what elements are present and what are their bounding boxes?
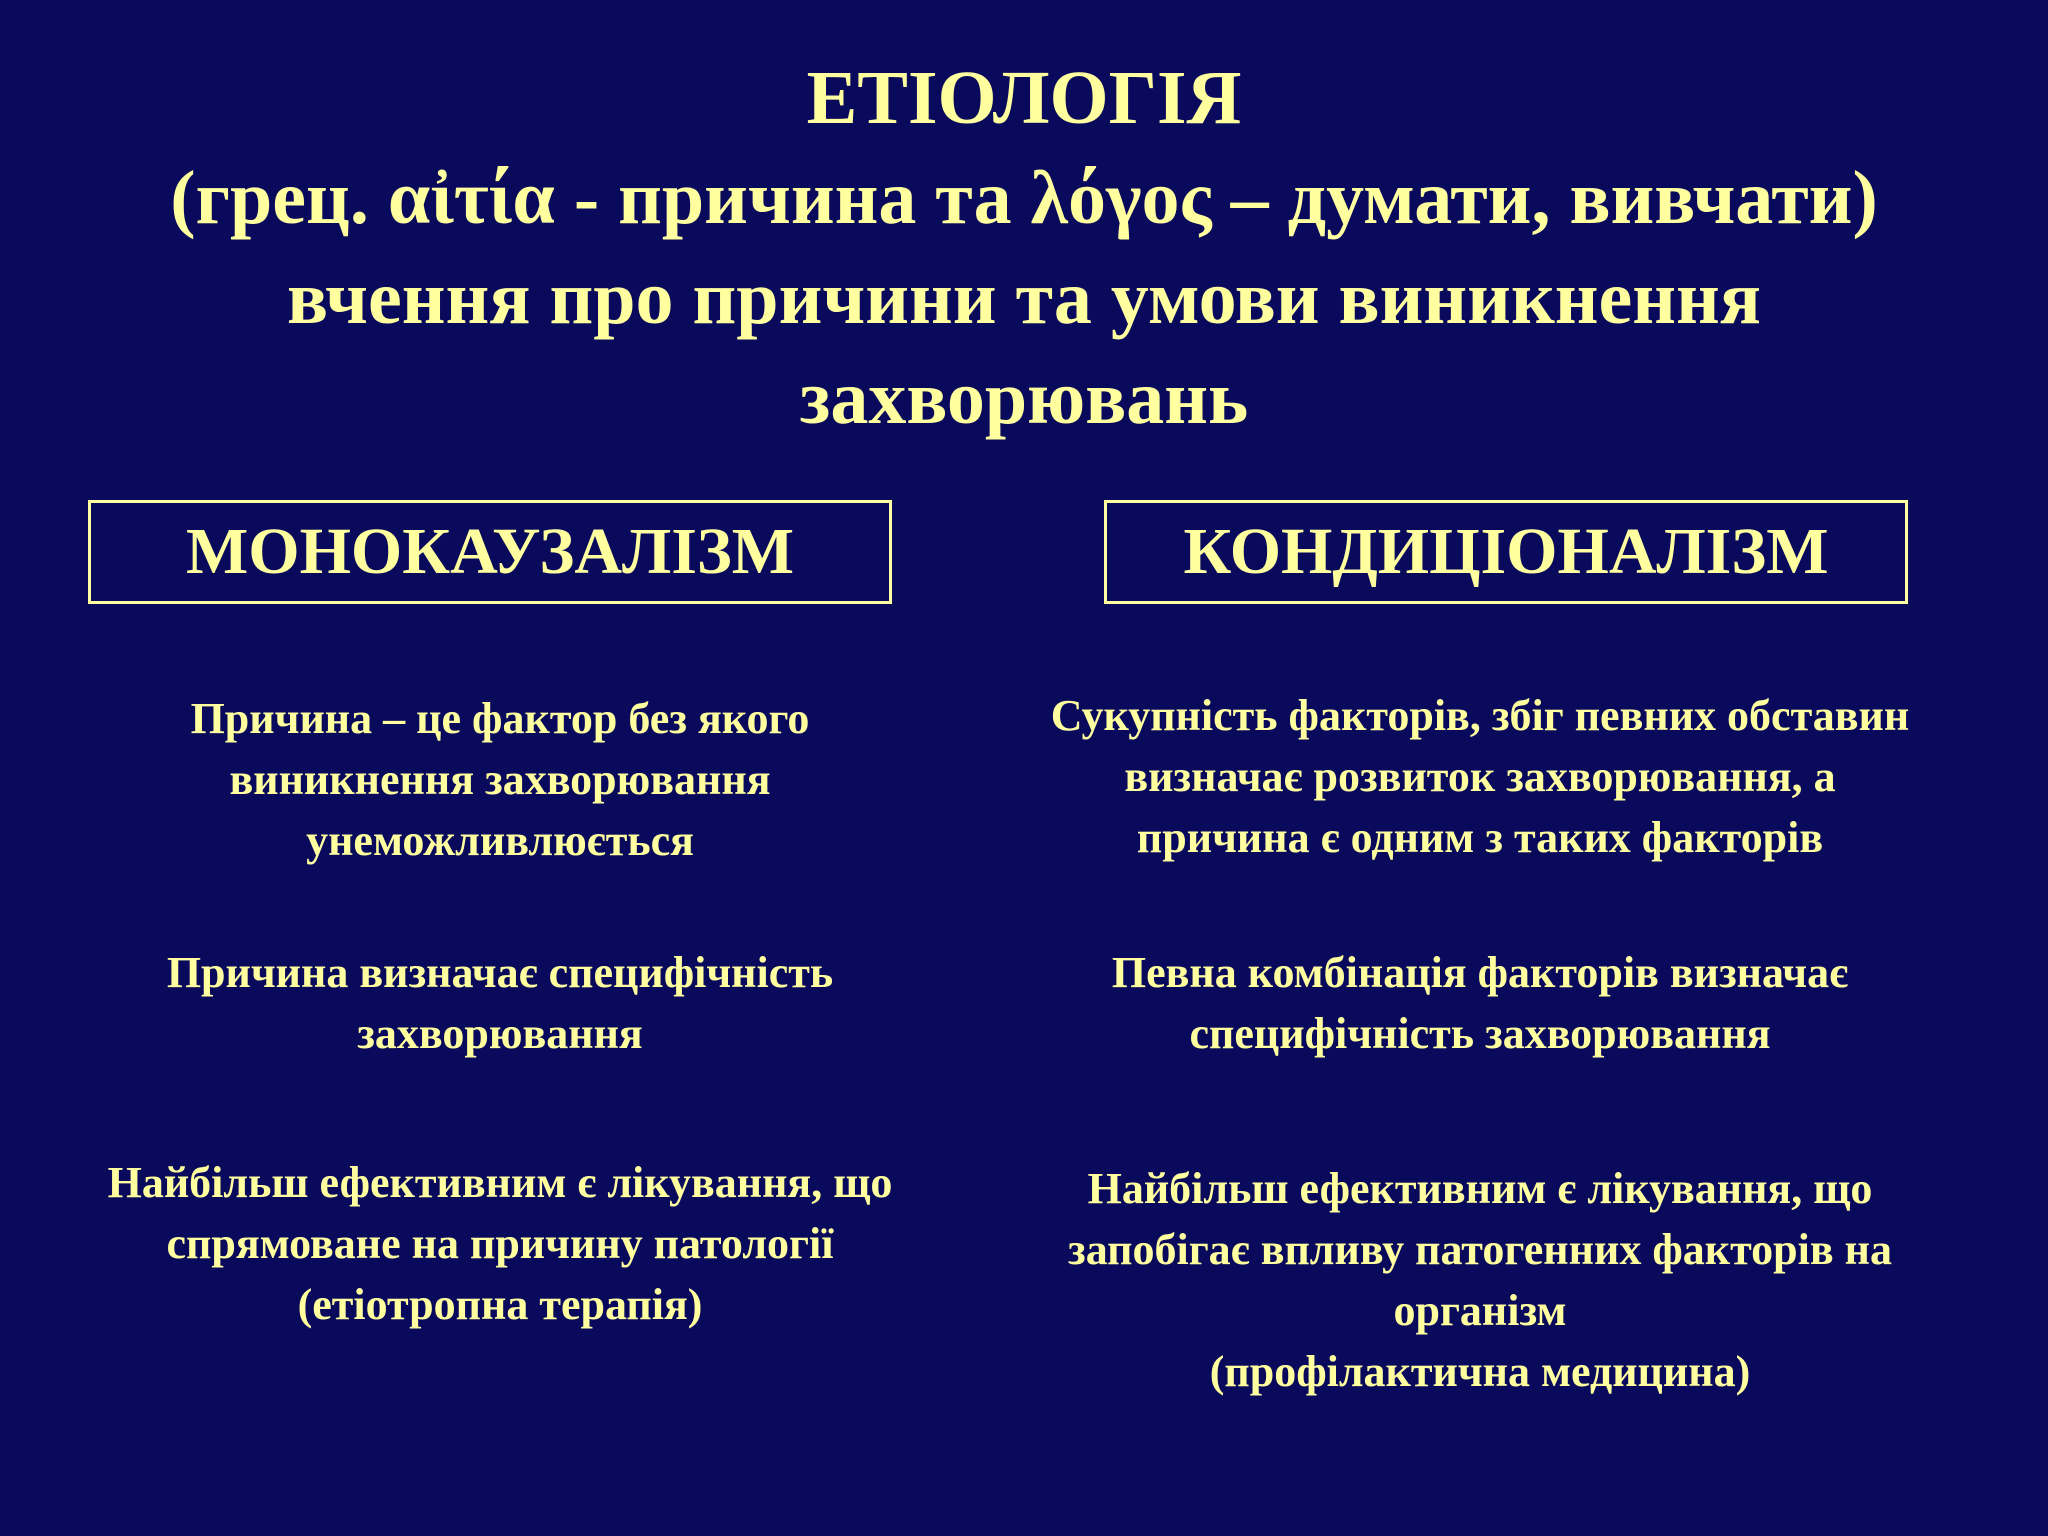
title-definition-line1: вчення про причини та умови виникнення <box>287 256 1761 340</box>
title-main: ЕТІОЛОГІЯ <box>806 56 1242 140</box>
right-point-2-line: специфічність захворювання <box>1189 1009 1771 1058</box>
right-point-1-line: причина є одним з таких факторів <box>1136 813 1824 862</box>
right-point-1-line: визначає розвиток захворювання, а <box>1124 752 1836 801</box>
title-etymology: (грец. αἰτία - причина та λόγος – думати, вивчати) <box>170 156 1878 240</box>
right-point-2 <box>1000 942 1960 1064</box>
left-point-2 <box>20 942 980 1064</box>
left-point-3-line: спрямоване на причину патології <box>166 1219 834 1268</box>
right-point-3 <box>1000 1158 1960 1402</box>
right-point-3-line: (профілактична медицина) <box>1209 1347 1751 1396</box>
left-point-3 <box>20 1152 980 1335</box>
left-point-2-line: захворювання <box>357 1009 643 1058</box>
left-point-3-line: Найбільш ефективним є лікування, що <box>107 1158 893 1207</box>
right-point-3-line: організм <box>1393 1286 1567 1335</box>
right-point-3-line: Найбільш ефективним є лікування, що <box>1087 1164 1873 1213</box>
right-point-1 <box>1000 685 1960 868</box>
monocausalism-heading: МОНОКАУЗАЛІЗМ <box>185 515 795 588</box>
title-definition-line2: захворювань <box>799 356 1249 440</box>
left-point-1-line: Причина – це фактор без якого <box>190 694 810 743</box>
left-point-1-line: виникнення захворювання <box>229 755 771 804</box>
left-point-1 <box>20 688 980 871</box>
right-point-2-line: Певна комбінація факторів визначає <box>1111 948 1849 997</box>
monocausalism-heading-box <box>88 500 892 604</box>
left-point-2-line: Причина визначає специфічність <box>166 948 834 997</box>
left-point-1-line: унеможливлюється <box>306 816 694 865</box>
left-point-3-line: (етіотропна терапія) <box>297 1280 703 1329</box>
right-point-3-line: запобігає впливу патогенних факторів на <box>1068 1225 1892 1274</box>
conditionalism-heading: КОНДИЦІОНАЛІЗМ <box>1183 515 1829 588</box>
conditionalism-heading-box <box>1104 500 1908 604</box>
right-point-1-line: Сукупність факторів, збіг певних обставин <box>1050 691 1910 740</box>
slide-title <box>0 48 2048 448</box>
